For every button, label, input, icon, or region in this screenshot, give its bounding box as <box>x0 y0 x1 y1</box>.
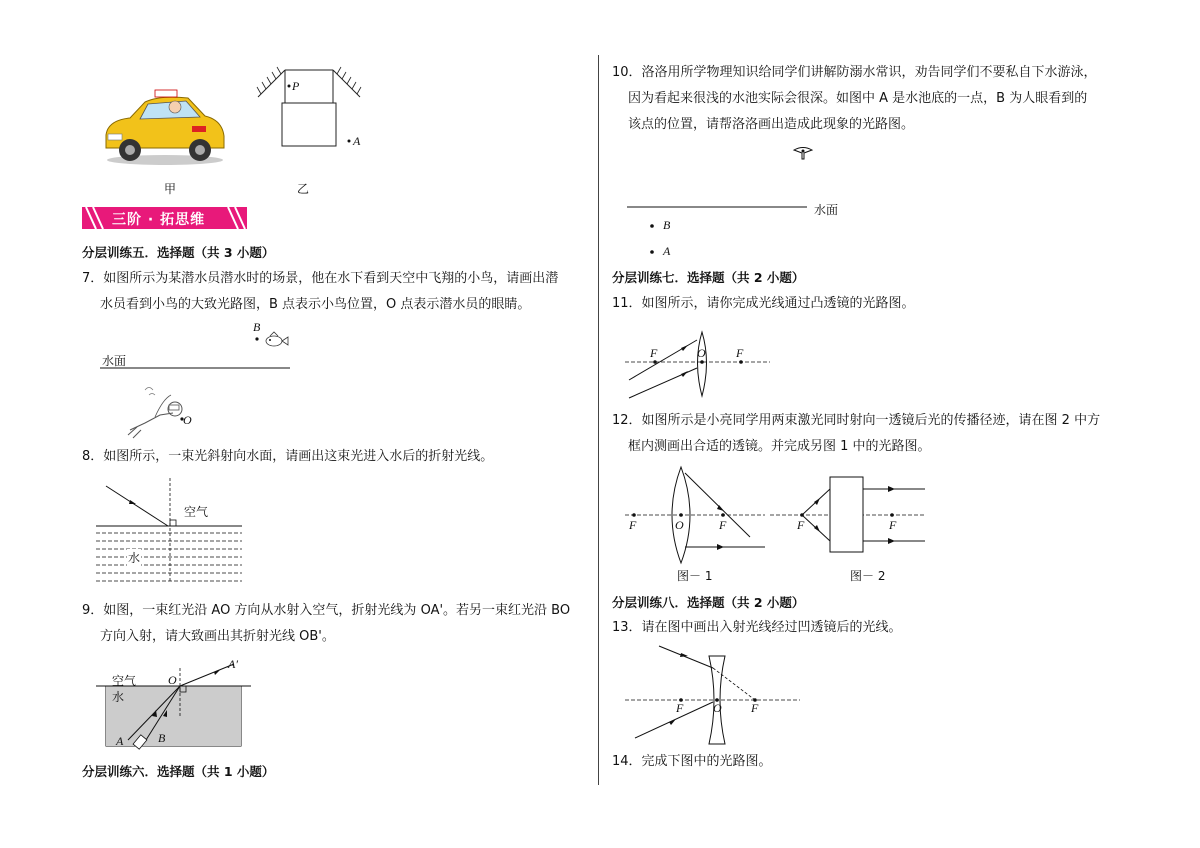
q10-line2: 因为看起来很浅的水池实际会很深。如图中 A 是水池底的一点，B 为人眼看到的 <box>628 91 1088 106</box>
q10-line1: 10．洛洛用所学物理知识给同学们讲解防溺水常识，劝告同学们不要私自下水游泳， <box>612 65 1097 80</box>
mirror-box-diagram <box>255 65 375 165</box>
q12-f-label-4: F <box>889 518 897 532</box>
q12-f-label-2: F <box>719 518 727 532</box>
q13-f-label-2: F <box>751 701 759 715</box>
q12-line1: 12．如图所示是小亮同学用两束激光同时射向一透镜后光的传播径迹，请在图 2 中方 <box>612 413 1101 428</box>
q9-a-prime-label: A′ <box>228 657 238 671</box>
q13-o-label: O <box>713 701 722 715</box>
q7-water-surface <box>100 366 300 370</box>
q10-point-a <box>649 249 655 255</box>
q12-figure-2 <box>770 475 930 575</box>
q8-air-label: 空气 <box>184 505 209 519</box>
q9-a-label: A <box>116 734 124 748</box>
q10-line3: 该点的位置，请帮洛洛画出造成此现象的光路图。 <box>628 117 915 132</box>
q14-line1: 14．完成下图中的光路图。 <box>612 754 772 769</box>
column-divider <box>598 55 599 785</box>
section-7-heading: 分层训练七．选择题（共 2 小题） <box>612 270 805 285</box>
q9-o-label: O <box>168 673 177 687</box>
q13-concave-lens-figure <box>625 642 805 742</box>
q9-air-label: 空气 <box>112 674 137 688</box>
q12-o-label: O <box>675 518 684 532</box>
q7-bird-figure <box>252 332 292 352</box>
q12-fig1-caption: 图－ 1 <box>677 569 713 583</box>
section-6-heading: 分层训练六．选择题（共 1 小题） <box>82 764 275 779</box>
section-5-heading: 分层训练五．选择题（共 3 小题） <box>82 245 275 260</box>
q7-o-label: O <box>183 413 192 427</box>
q12-figure-1 <box>625 465 775 570</box>
q7-diver-figure <box>125 385 205 440</box>
q10-water-surface <box>627 205 817 209</box>
q7-line1: 7．如图所示为某潜水员潜水时的场景，他在水下看到天空中飞翔的小鸟，请画出潜 <box>82 271 559 286</box>
q7-line2: 水员看到小鸟的大致光路图，B 点表示小鸟位置，O 点表示潜水员的眼睛。 <box>100 297 531 312</box>
q9-water-label: 水 <box>112 690 125 704</box>
q11-f2-label: F <box>736 346 744 360</box>
q10-point-b <box>649 223 655 229</box>
q9-b-label: B <box>158 731 166 745</box>
q12-line2: 框内测画出合适的透镜。并完成另图 1 中的光路图。 <box>628 439 931 454</box>
q9-line2: 方向入射，请大致画出其折射光线 OB'。 <box>100 629 335 644</box>
q9-line1: 9．如图，一束红光沿 AO 方向从水射入空气，折射光线为 OA'。若另一束红光沿 BO <box>82 603 571 618</box>
q10-water-label: 水面 <box>814 203 839 217</box>
q11-f1-label: F <box>650 346 658 360</box>
q13-f-label-1: F <box>676 701 684 715</box>
p-label: P <box>292 79 300 93</box>
q12-f-label-1: F <box>629 518 637 532</box>
q11-line1: 11．如图所示，请你完成光线通过凸透镜的光路图。 <box>612 296 915 311</box>
q10-a-label: A <box>663 244 671 258</box>
q8-water-label: 水 <box>128 551 141 565</box>
a-label: A <box>353 134 361 148</box>
q7-water-label: 水面 <box>102 354 127 368</box>
diagram-figure-label: 乙 <box>297 182 310 196</box>
q8-refraction-figure <box>96 478 246 588</box>
q11-convex-lens-figure <box>625 330 775 400</box>
q12-f-label-3: F <box>797 518 805 532</box>
q11-o-label: O <box>697 346 706 360</box>
section-8-heading: 分层训练八．选择题（共 2 小题） <box>612 595 805 610</box>
q10-b-label: B <box>663 218 671 232</box>
car-figure-label: 甲 <box>164 182 177 196</box>
q13-line1: 13．请在图中画出入射光线经过凹透镜后的光线。 <box>612 620 902 635</box>
q8-line1: 8．如图所示，一束光斜射向水面，请画出这束光进入水后的折射光线。 <box>82 449 494 464</box>
taxi-illustration <box>100 90 230 165</box>
q12-fig2-caption: 图－ 2 <box>850 569 886 583</box>
banner-title: 三阶 · 拓思维 <box>112 212 206 228</box>
q10-eye-icon <box>793 147 813 161</box>
q7-b-label: B <box>253 320 261 334</box>
